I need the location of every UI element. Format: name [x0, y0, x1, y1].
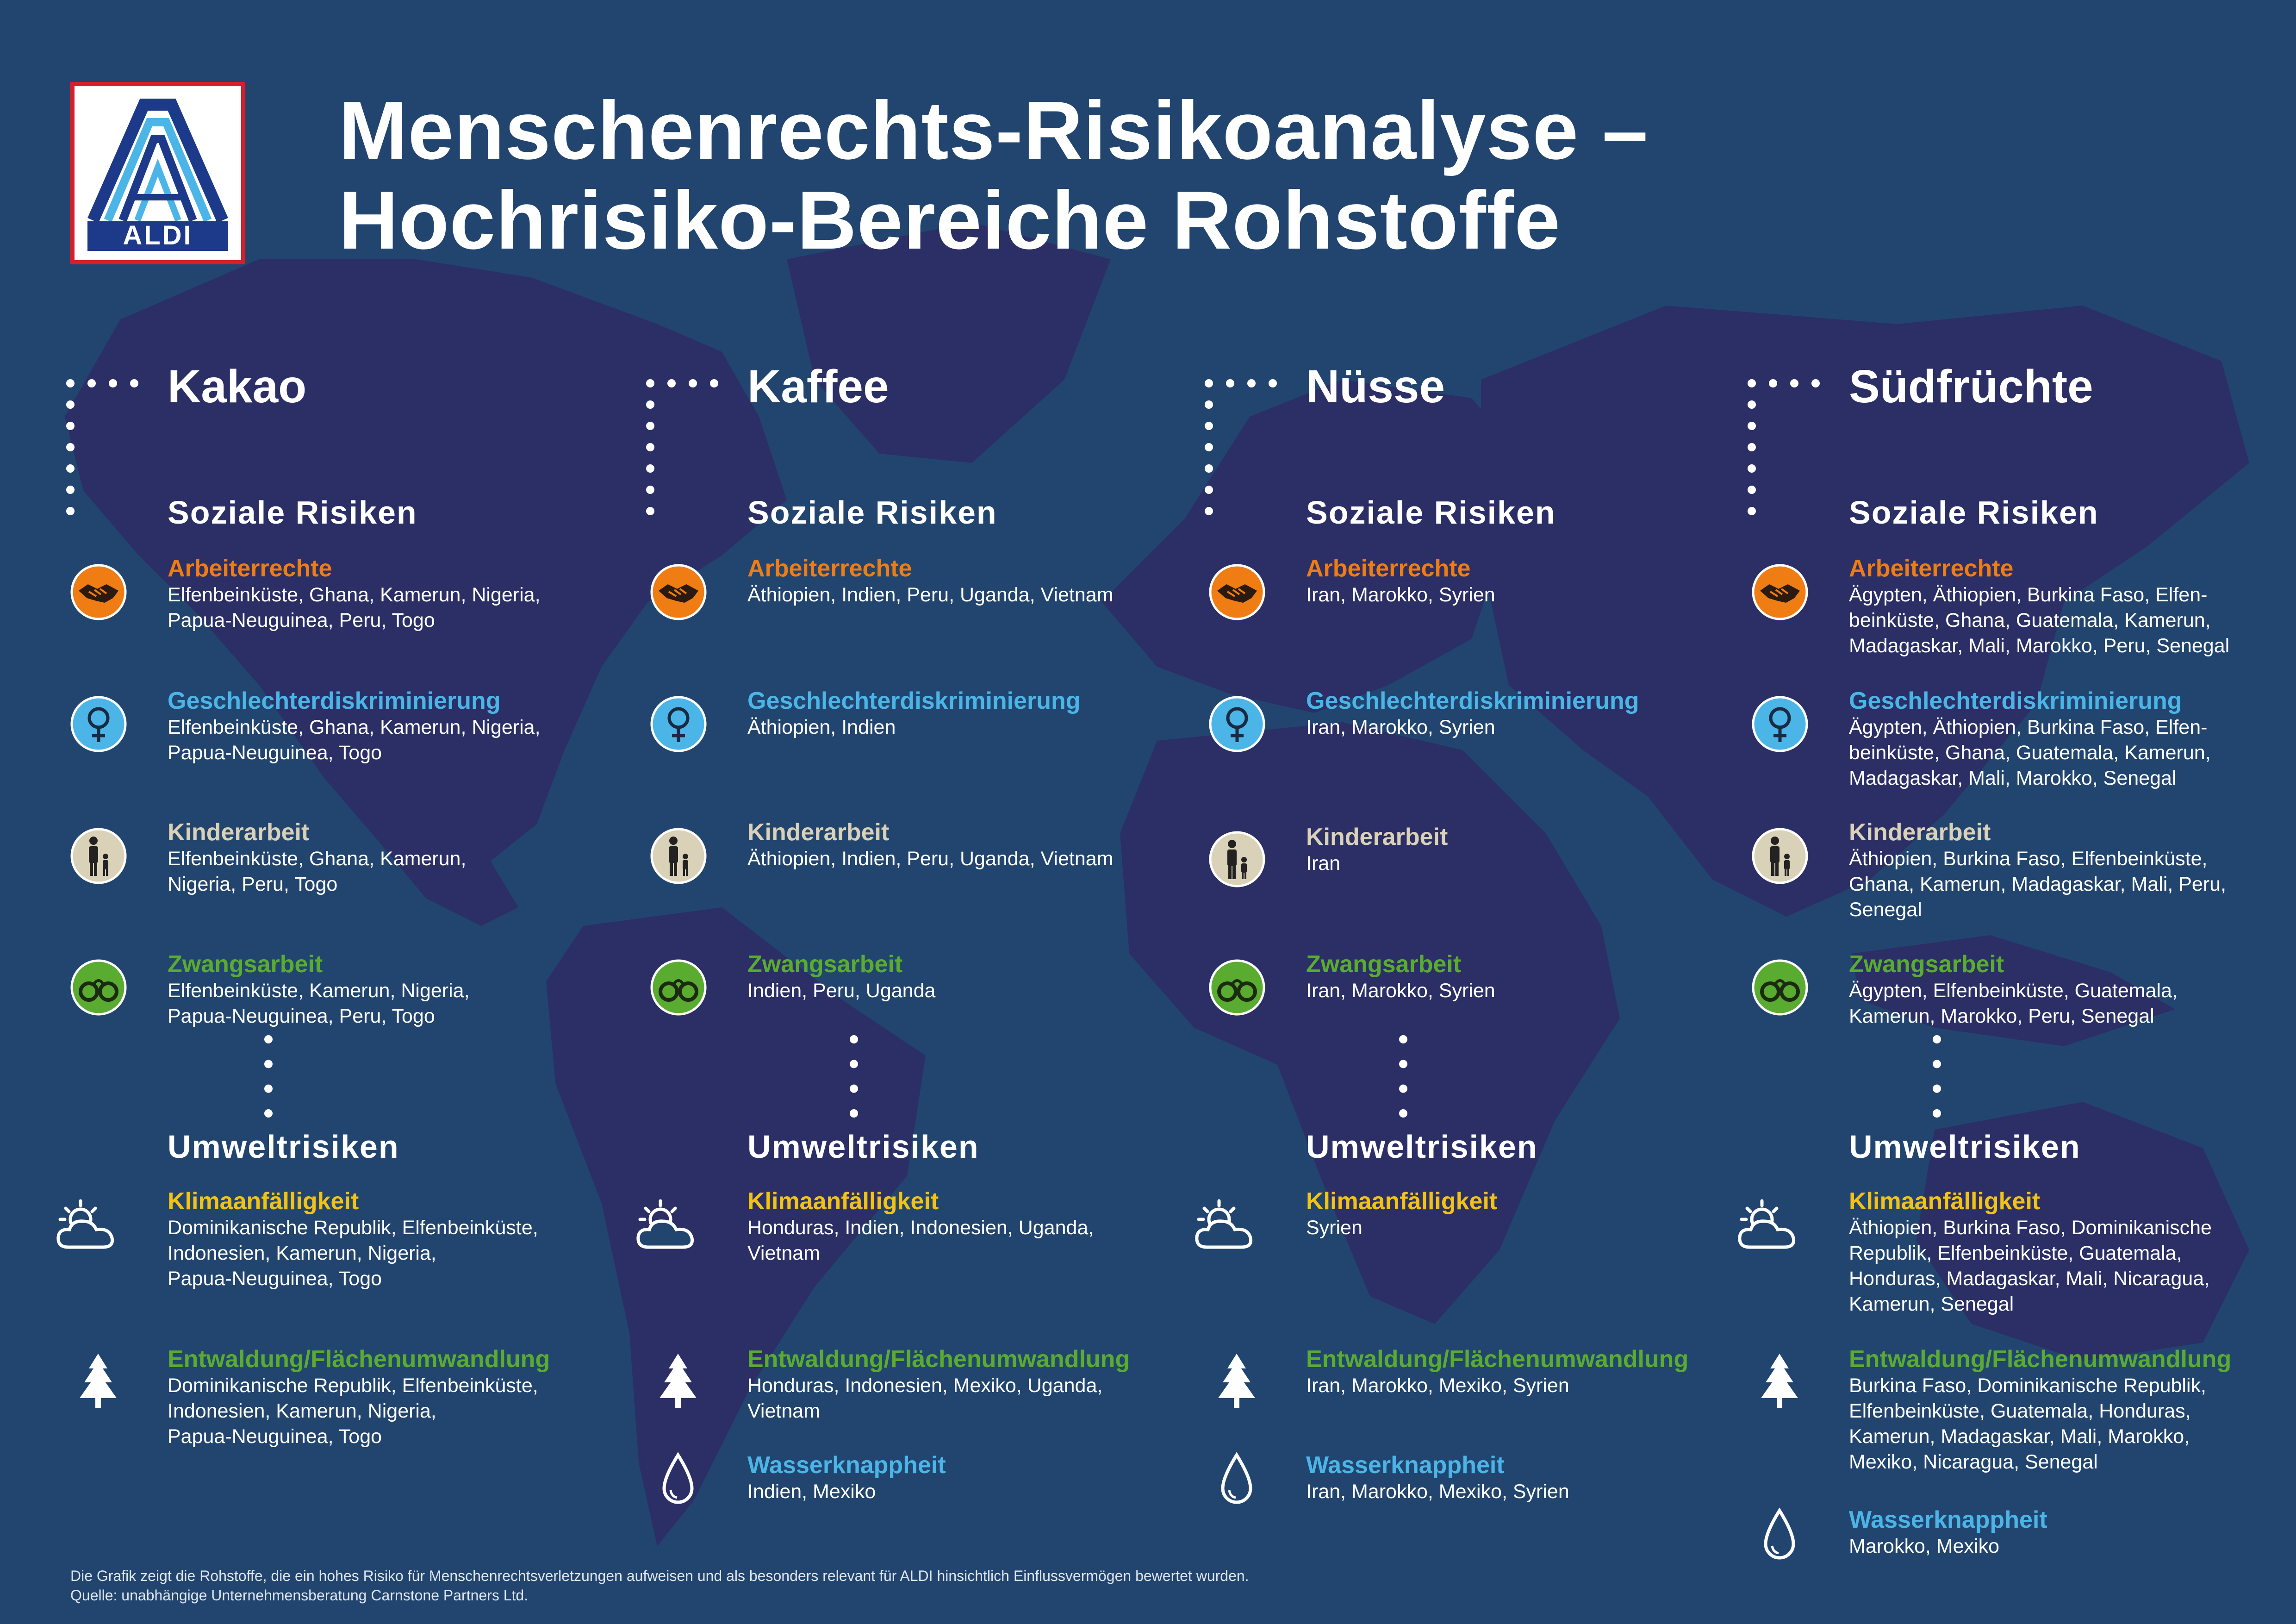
section-heading-social: Soziale Risiken — [1306, 494, 1556, 531]
title-line-2: Hochrisiko-Bereiche Rohstoffe — [339, 174, 1561, 266]
country-list-line: Mexiko, Nicaragua, Senegal — [1849, 1451, 2098, 1473]
risk-label: Wasserknappheit — [1306, 1452, 1505, 1479]
country-list-line: Indien, Mexiko — [747, 1480, 876, 1503]
risk-label: Kinderarbeit — [1849, 819, 1991, 846]
country-list-line: Papua-Neuguinea, Togo — [168, 742, 382, 764]
country-list-line: Kamerun, Madagaskar, Mali, Marokko, — [1849, 1425, 2190, 1448]
risk-entry-climate — [1849, 1187, 2212, 1317]
risk-entry-child — [1849, 818, 2226, 923]
footer-note — [70, 1566, 1249, 1605]
country-list-line: Senegal — [1849, 899, 1922, 921]
risk-label: Geschlechterdiskriminierung — [168, 687, 501, 714]
country-list-line: Indien, Peru, Uganda — [747, 980, 936, 1002]
country-list-line: Kamerun, Marokko, Peru, Senegal — [1849, 1005, 2154, 1027]
risk-label: Wasserknappheit — [747, 1452, 946, 1479]
risk-entry-gender — [1849, 687, 2211, 791]
country-list-line: Indonesien, Kamerun, Nigeria, — [168, 1400, 436, 1422]
risk-label: Entwaldung/Flächenumwandlung — [1849, 1346, 2232, 1373]
fir-tree-icon — [1756, 1352, 1803, 1408]
risk-label: Arbeiterrechte — [168, 555, 332, 582]
commodity-title: Südfrüchte — [1849, 361, 2093, 412]
country-list-line: Vietnam — [747, 1400, 820, 1422]
risk-label: Kinderarbeit — [1306, 824, 1448, 850]
country-list-line: Ägypten, Äthiopien, Burkina Faso, Elfen- — [1849, 716, 2208, 738]
risk-label: Klimaanfälligkeit — [747, 1188, 939, 1215]
risk-label: Klimaanfälligkeit — [1849, 1188, 2041, 1215]
country-list-line: Elfenbeinküste, Guatemala, Honduras, — [1849, 1400, 2191, 1422]
risk-label: Kinderarbeit — [168, 819, 310, 846]
country-list-line: Iran, Marokko, Mexiko, Syrien — [1306, 1374, 1569, 1397]
section-heading-environment: Umweltrisiken — [747, 1129, 979, 1165]
section-heading-social: Soziale Risiken — [747, 494, 997, 531]
risk-label: Zwangsarbeit — [1849, 951, 2004, 978]
risk-label: Arbeiterrechte — [747, 555, 912, 582]
country-list-line: Ägypten, Äthiopien, Burkina Faso, Elfen- — [1849, 584, 2208, 606]
section-heading-environment: Umweltrisiken — [168, 1129, 399, 1165]
country-list-line: Iran — [1306, 852, 1341, 874]
risk-label: Klimaanfälligkeit — [168, 1188, 359, 1215]
water-drop-icon — [1756, 1507, 1803, 1563]
risk-label: Arbeiterrechte — [1849, 555, 2014, 582]
risk-label: Zwangsarbeit — [1306, 951, 1462, 978]
country-list-line: Papua-Neuguinea, Peru, Togo — [168, 1005, 435, 1027]
risk-label: Klimaanfälligkeit — [1306, 1188, 1498, 1215]
country-list-line: Äthiopien, Burkina Faso, Elfenbeinküste, — [1849, 848, 2208, 870]
female-symbol-icon — [1752, 696, 1808, 752]
country-list-line: Dominikanische Republik, Elfenbeinküste, — [168, 1217, 538, 1239]
country-list-line: Syrien — [1306, 1217, 1363, 1239]
title-line-1: Menschenrechts-Risikoanalyse – — [339, 84, 1649, 176]
sun-cloud-icon — [1733, 1195, 1807, 1252]
country-list-line: Elfenbeinküste, Ghana, Kamerun, — [168, 848, 467, 870]
country-list-line: Republik, Elfenbeinküste, Guatemala, — [1849, 1242, 2182, 1264]
commodity-title: Nüsse — [1306, 361, 1445, 412]
country-list-line: beinküste, Ghana, Guatemala, Kamerun, — [1849, 609, 2211, 631]
risk-label: Kinderarbeit — [747, 819, 890, 846]
country-list-line: Nigeria, Peru, Togo — [168, 873, 338, 895]
country-list-line: Burkina Faso, Dominikanische Republik, — [1849, 1374, 2206, 1397]
country-list-line: Äthiopien, Indien, Peru, Uganda, Vietnam — [747, 848, 1114, 870]
section-heading-social: Soziale Risiken — [168, 494, 417, 531]
footer-description: Die Grafik zeigt die Rohstoffe, die ein hohes Risiko für Menschenrechtsverletzungen aufweisen und als besonders relevant für ALDI hinsichtlich Einflussvermögen bewertet wurden. — [70, 1568, 1249, 1584]
risk-label: Geschlechterdiskriminierung — [1306, 687, 1639, 714]
section-heading-environment: Umweltrisiken — [1306, 1129, 1538, 1165]
handshake-icon — [1752, 564, 1808, 620]
country-list-line: Honduras, Indien, Indonesien, Uganda, — [747, 1217, 1094, 1239]
risk-label: Entwaldung/Flächenumwandlung — [747, 1346, 1130, 1373]
handcuffs-icon — [1752, 959, 1808, 1016]
commodity-title: Kakao — [168, 361, 307, 412]
country-list-line: Madagaskar, Mali, Marokko, Peru, Senegal — [1849, 635, 2230, 657]
risk-label: Entwaldung/Flächenumwandlung — [168, 1346, 550, 1373]
country-list-line: Indonesien, Kamerun, Nigeria, — [168, 1242, 436, 1264]
country-list-line: Elfenbeinküste, Ghana, Kamerun, Nigeria, — [168, 716, 541, 738]
risk-label: Arbeiterrechte — [1306, 555, 1471, 582]
country-list-line: Elfenbeinküste, Kamerun, Nigeria, — [168, 980, 470, 1002]
country-list-line: Ghana, Kamerun, Madagaskar, Mali, Peru, — [1849, 873, 2227, 895]
risk-label: Geschlechterdiskriminierung — [1849, 687, 2182, 714]
country-list-line: Äthiopien, Indien — [747, 716, 896, 738]
country-list-line: Äthiopien, Burkina Faso, Dominikanische — [1849, 1217, 2212, 1239]
country-list-line: Marokko, Mexiko — [1849, 1535, 1999, 1557]
section-heading-environment: Umweltrisiken — [1849, 1129, 2081, 1165]
country-list-line: Papua-Neuguinea, Peru, Togo — [168, 609, 435, 631]
risk-label: Geschlechterdiskriminierung — [747, 687, 1081, 714]
country-list-line: Papua-Neuguinea, Togo — [168, 1268, 382, 1290]
risk-entry-forced — [1849, 950, 2178, 1029]
country-list-line: Kamerun, Senegal — [1849, 1293, 2014, 1315]
country-list-line: Ägypten, Elfenbeinküste, Guatemala, — [1849, 980, 2178, 1002]
risk-label: Entwaldung/Flächenumwandlung — [1306, 1346, 1689, 1373]
country-list-line: Iran, Marokko, Syrien — [1306, 584, 1495, 606]
country-list-line: Vietnam — [747, 1242, 820, 1264]
country-list-line: beinküste, Ghana, Guatemala, Kamerun, — [1849, 742, 2211, 764]
risk-label: Wasserknappheit — [1849, 1506, 2047, 1533]
country-list-line: Iran, Marokko, Syrien — [1306, 980, 1495, 1002]
logo-wordmark: ALDI — [123, 220, 193, 250]
country-list-line: Elfenbeinküste, Ghana, Kamerun, Nigeria, — [168, 584, 541, 606]
parent-child-icon — [1752, 828, 1808, 884]
footer-source: Quelle: unabhängige Unternehmensberatung Carnstone Partners Ltd. — [70, 1587, 529, 1604]
country-list-line: Iran, Marokko, Syrien — [1306, 716, 1495, 738]
country-list-line: Iran, Marokko, Mexiko, Syrien — [1306, 1480, 1569, 1503]
risk-entry-work — [1849, 555, 2229, 659]
risk-entry-water — [1849, 1506, 2047, 1559]
country-list-line: Dominikanische Republik, Elfenbeinküste, — [168, 1374, 538, 1397]
country-list-line: Papua-Neuguinea, Togo — [168, 1425, 382, 1448]
risk-label: Zwangsarbeit — [747, 951, 903, 978]
section-heading-social: Soziale Risiken — [1849, 494, 2099, 531]
commodity-title: Kaffee — [747, 361, 889, 412]
country-list-line: Honduras, Indonesien, Mexiko, Uganda, — [747, 1374, 1103, 1397]
country-list-line: Honduras, Madagaskar, Mali, Nicaragua, — [1849, 1268, 2210, 1290]
risk-label: Zwangsarbeit — [168, 951, 323, 978]
country-list-line: Äthiopien, Indien, Peru, Uganda, Vietnam — [747, 584, 1114, 606]
risk-entry-forest — [1849, 1345, 2231, 1475]
country-list-line: Madagaskar, Mali, Marokko, Senegal — [1849, 767, 2177, 789]
